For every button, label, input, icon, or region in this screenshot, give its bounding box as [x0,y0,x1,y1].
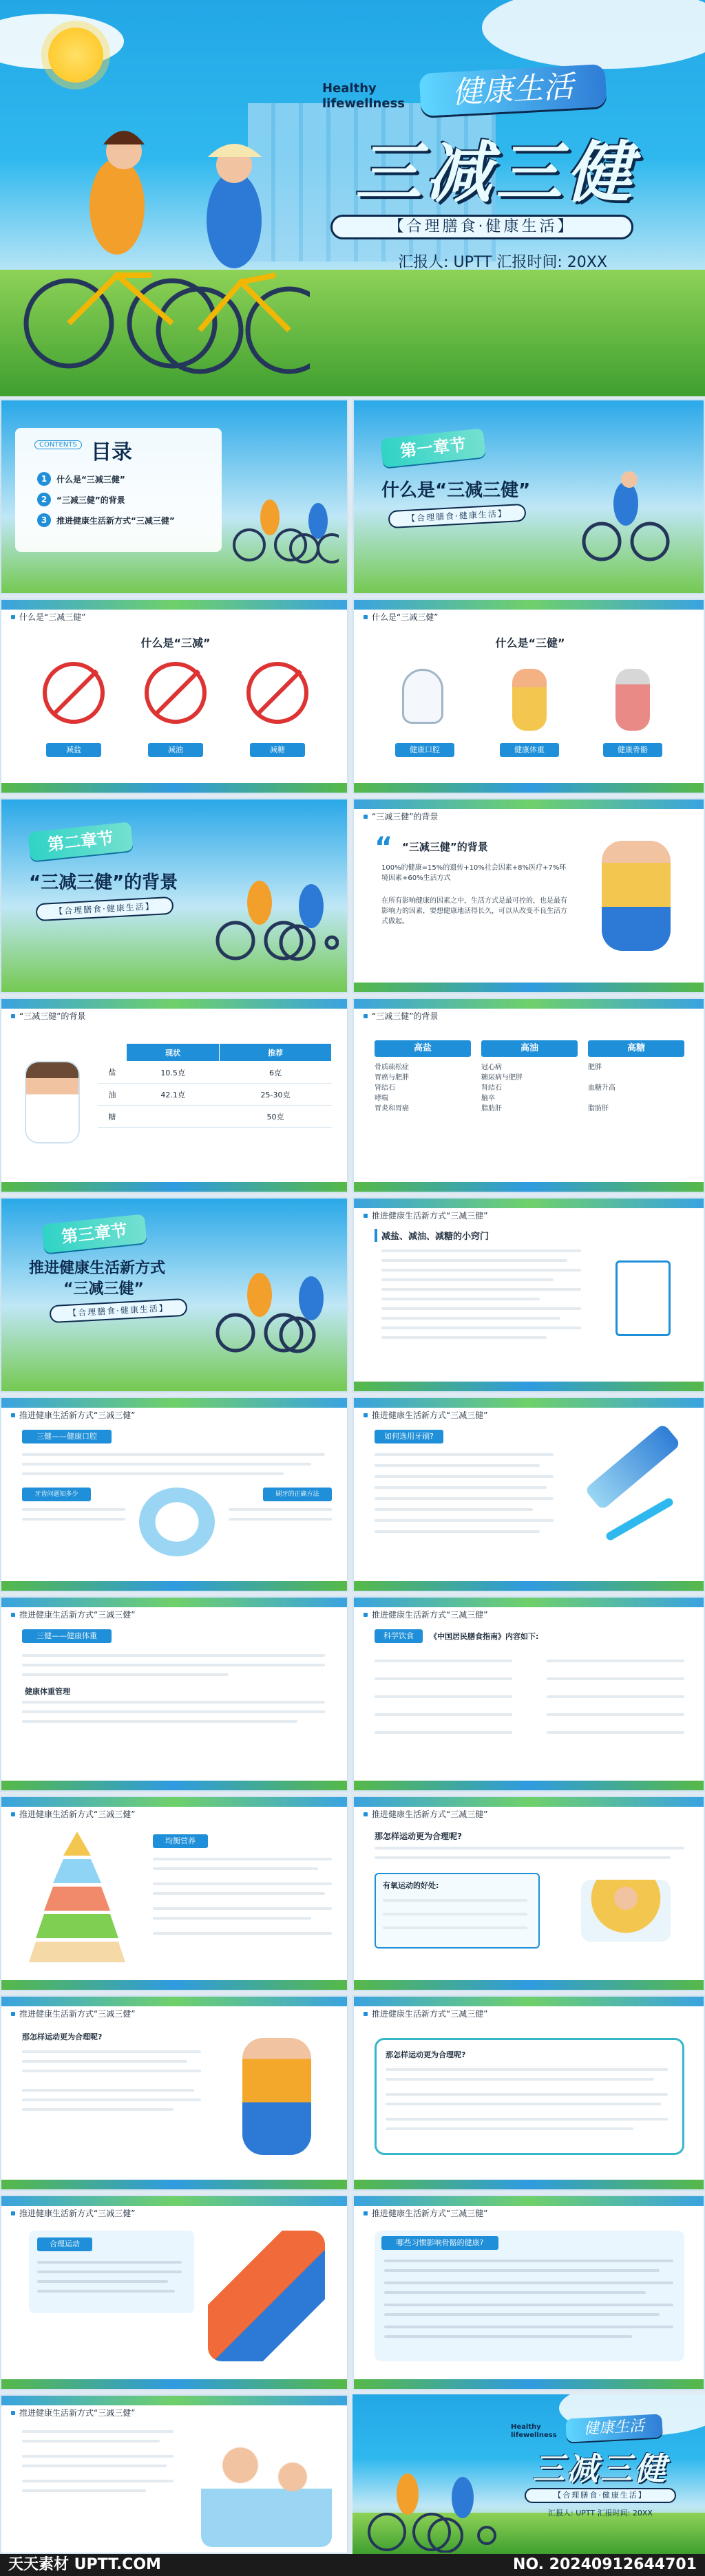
text-line [22,2060,187,2063]
milk-carton-icon [615,1260,671,1336]
risk-item: 脑卒 [481,1095,495,1102]
text-line [375,1519,554,1522]
habit-slide [352,2195,705,2390]
san-jian2-slide [352,599,705,794]
no-salt-icon [43,662,105,724]
slide-header: “三减三健”的背景 [11,1010,85,1022]
weight-slide [0,1596,348,1792]
text-line [381,1298,540,1300]
text-line [22,2465,167,2467]
risk-col-head: 高糖 [588,1040,684,1057]
tips-slide [352,1197,705,1393]
sport2-slide [352,1995,705,2191]
bg-paragraph-1: 100%的健康=15%的遗传+10%社会因素+8%医疗+7%环境因素+60%生活方式 [381,864,567,882]
text-line [22,2440,160,2443]
decor-bottom [1,1980,347,1990]
text-line [386,2118,668,2121]
text-line [383,1913,527,1915]
slide-title: 什么是“三健” [495,636,565,650]
text-line [153,1867,318,1870]
oral-tag: 三健——健康口腔 [22,1430,112,1443]
slide-header: “三减三健”的背景 [364,811,438,822]
text-line [375,1486,547,1489]
decor-bottom [354,983,704,992]
text-line [386,2078,654,2081]
text-line [381,1317,560,1320]
risk-item: 肥胖 [588,1064,602,1071]
slide-header: 推进健康生活新方式“三减三健” [11,1808,135,1820]
decor-bottom [354,1382,704,1391]
table-row [98,1084,332,1106]
table-cell: 盐 [98,1062,127,1084]
habit-tag: 哪些习惯影响骨骼的健康? [381,2236,498,2250]
brush-slide [352,1397,705,1592]
cyclists-icon [229,483,339,566]
text-line [153,1917,311,1920]
guide-slide [352,1596,705,1792]
text-line [153,1882,332,1885]
text-line [384,2313,660,2316]
table-row [98,1062,332,1084]
text-line [375,1453,554,1456]
risk-item: 冠心病 [481,1064,502,1071]
yoga-girl-icon [581,1880,671,1942]
sun-icon [48,28,103,83]
nurse-icon [25,1061,80,1144]
table-slide [0,998,348,1193]
table-row [98,1106,332,1128]
habit-box [375,2231,684,2361]
table-cell: 糖 [98,1106,127,1128]
chapter2-slide [0,798,348,994]
table-cell: 6克 [219,1062,331,1084]
risk-item: 肾结石 [375,1084,395,1092]
decor-top [354,600,704,610]
risk-item: 胃炎和胃癌 [375,1105,409,1113]
text-line [22,2480,173,2482]
decor-bottom [354,1980,704,1990]
decor-bottom [1,1581,347,1591]
girl-icon [512,669,547,731]
decor-top [1,1797,347,1807]
quote-icon: “ [375,832,393,863]
toc-item-no: 1 [37,472,51,486]
nutrition-tag: 均衡营养 [153,1834,208,1848]
guide-tag: 科学饮食 [375,1629,423,1643]
san-jian-slide [0,599,348,794]
text-line [384,2326,673,2328]
tooth-bath-icon [139,1488,215,1556]
table-header-cell [98,1044,127,1062]
slide-header: “三减三健”的背景 [364,1010,438,1022]
text-line [381,1307,581,1310]
risk-item: 肾结石 [481,1084,502,1092]
toothpaste-icon [585,1423,682,1510]
text-line [37,2261,182,2264]
decor-top [1,1398,347,1408]
cyclists-illustration [359,2449,497,2553]
chapter3-slide [0,1197,348,1393]
chapter1-sub: 【合理膳食·健康生活】 [388,504,526,528]
table-cell: 25-30克 [219,1084,331,1106]
text-line [375,1530,540,1533]
run-slide [0,2195,348,2390]
runner-icon [208,2231,325,2361]
text-line [22,2108,173,2111]
slide-header: 推进健康生活新方式“三减三健” [11,1609,135,1620]
toc-slide [0,399,348,594]
toc-label-en: CONTENTS [34,440,82,449]
pyramid-slide [0,1796,348,1991]
text-line [375,1677,512,1680]
decor-bottom [354,1182,704,1192]
text-line [386,2093,668,2096]
toc-item-text: 什么是“三减三健” [56,474,125,484]
text-line [37,2290,175,2293]
text-line [22,1472,284,1475]
text-line [384,2291,646,2294]
chapter1-pill: 第一章节 [380,428,486,467]
label-jiantang: 减糖 [250,743,305,757]
text-line [384,2335,632,2338]
cyclists-icon [574,462,698,566]
text-line [375,1847,684,1849]
toc-title: 目录 [91,440,132,464]
toothbrush-icon [604,1496,674,1541]
label-jianyan: 减盐 [46,743,101,757]
risk-col-head: 高盐 [375,1040,471,1057]
background-slide [352,798,705,994]
risk-slide [352,998,705,1193]
end-subtitle: 【合理膳食·健康生活】 [525,2488,676,2503]
text-line [381,1278,554,1281]
weight-tag: 三健——健康体重 [22,1629,112,1643]
no-sugar-icon [246,662,308,724]
label-tizhong: 健康体重 [500,743,559,757]
decor-bottom [354,1781,704,1790]
slide-title: “三减三健”的背景 [402,841,488,853]
label-guge: 健康骨骼 [603,743,662,757]
cyclists-icon [208,861,339,965]
toc-item-text: 推进健康生活新方式“三减三健” [56,515,175,526]
decor-top [1,2196,347,2206]
toc-item-no: 3 [37,513,51,527]
text-line [386,2068,668,2071]
oral-slide [0,1397,348,1592]
chapter1-title: 什么是“三减三健” [381,480,531,501]
text-line [381,1269,581,1271]
decor-bottom [354,783,704,793]
text-line [22,1673,229,1676]
decor-top [354,1797,704,1807]
text-line [547,1695,684,1698]
footer-left: 天天素材 UPTT.COM [8,2556,161,2573]
chapter3-title2: “三减三健” [63,1280,144,1298]
text-line [22,2430,173,2433]
cloud [482,0,705,69]
text-line [22,1508,125,1511]
healthy-en-line2: lifewellness [322,96,406,111]
decor-top [1,2396,347,2405]
cover-reporter: 汇报人: UPTT 汇报时间: 20XX [398,254,607,271]
risk-col-oil [481,1040,578,1114]
chapter3-pill: 第三章节 [41,1214,147,1253]
text-line [229,1508,332,1511]
oral-q1: 牙齿问题知多少 [22,1488,91,1501]
decor-bottom [1,2379,347,2389]
text-line [375,1464,540,1467]
jump-rope-man-icon [242,2038,311,2155]
text-line [37,2280,168,2283]
slide-header: 推进健康生活新方式“三减三健” [364,1808,487,1820]
text-line [547,1731,684,1734]
text-line [381,1249,581,1252]
text-line [22,1720,297,1723]
doctor-slide [0,2394,348,2554]
tooth-icon [402,669,443,724]
risk-item: 胃癌与肥胖 [375,1074,409,1082]
healthy-en-line2: lifewellness [511,2432,557,2439]
table-header-cell: 推荐 [219,1044,331,1062]
text-line [384,2260,673,2262]
risk-item: 哮喘 [375,1095,388,1102]
label-jianyou: 减油 [148,743,203,757]
table-header-cell: 现状 [127,1044,220,1062]
cover-subtitle: 【合理膳食·健康生活】 [330,215,633,239]
guide-title: 《中国居民膳食指南》内容如下: [430,1632,539,1641]
text-line [153,1907,332,1910]
chapter2-title: “三减三健”的背景 [29,872,178,893]
text-line [229,1518,332,1521]
text-line [375,1856,671,1859]
decor-top [354,799,704,809]
text-line [22,1518,125,1521]
decor-bottom [1,783,347,793]
text-line [384,2269,660,2272]
table-cell [127,1106,220,1128]
oral-q2: 刷牙的正确方法 [263,1488,332,1501]
decor-top [1,1997,347,2006]
text-line [386,2127,633,2130]
end-main-title: 三减三健 [533,2450,668,2487]
cyclists-icon [208,1254,339,1357]
slide-title: 什么是“三减” [140,636,211,650]
text-line [381,1336,547,1339]
text-line [381,1327,581,1329]
text-line [22,1453,325,1456]
slide-header: 什么是“三减三健” [11,611,85,623]
footer-right: NO. 20240912644701 [513,2556,697,2573]
slide-header: 推进健康生活新方式“三减三健” [364,2008,487,2019]
healthy-en-text [511,2423,557,2440]
cover-main-title: 三减三健 [355,134,636,211]
table-cell: 10.5克 [127,1062,220,1084]
text-line [375,1695,512,1698]
sport2-question: 那怎样运动更为合理呢? [386,2050,466,2059]
decor-top [354,1997,704,2006]
aerobic-slide [352,1796,705,1991]
slide-title: 减盐、减油、减糖的小窍门 [375,1229,489,1242]
decor-top [354,1598,704,1607]
text-line [22,2455,173,2458]
chapter2-pill: 第二章节 [28,822,134,861]
food-pyramid-icon [29,1832,125,1962]
decor-top [354,1398,704,1408]
text-line [381,1259,567,1262]
slide-header: 推进健康生活新方式“三减三健” [11,2407,135,2418]
chapter1-slide [352,399,705,594]
table-cell: 油 [98,1084,127,1106]
risk-item: 血糖升高 [588,1084,615,1092]
slide-header: 推进健康生活新方式“三减三健” [11,2207,135,2219]
decor-bottom [354,2379,704,2389]
decor-bottom [1,1781,347,1790]
text-line [375,1731,512,1734]
text-line [547,1660,684,1662]
watermark-footer [0,2554,705,2576]
decor-top [354,2196,704,2206]
text-line [375,1713,512,1716]
text-line [22,1710,325,1713]
text-line [22,2070,201,2072]
slide-header: 推进健康生活新方式“三减三健” [364,2207,487,2219]
healthy-en-line1: Healthy [322,81,377,96]
text-line [381,1288,581,1291]
risk-col-head: 高油 [481,1040,578,1057]
text-line [22,1701,325,1704]
end-reporter: 汇报人: UPTT 汇报时间: 20XX [548,2509,653,2518]
toc-item-no: 2 [37,493,51,506]
brush-question: 如何选用牙刷? [375,1430,443,1443]
slide-header: 什么是“三减三健” [364,611,438,623]
decor-top [354,999,704,1009]
text-line [547,1677,684,1680]
decor-bottom [354,1581,704,1591]
risk-col-sugar [588,1040,684,1114]
toc-item-3[interactable] [37,513,175,527]
dumbbell-man-icon [602,841,671,951]
toc-item-1[interactable] [37,472,125,486]
elder-icon [615,669,650,731]
text-line [22,1463,311,1466]
chapter2-sub: 【合理膳食·健康生活】 [35,897,173,921]
text-line [153,1932,332,1935]
text-line [375,1508,533,1511]
chapter3-title: 推进健康生活新方式 [29,1260,166,1277]
risk-item: 骨质疏松症 [375,1064,409,1071]
run-tag: 合理运动 [37,2237,92,2251]
slide-header: 推进健康生活新方式“三减三健” [364,1409,487,1421]
text-line [22,2050,201,2053]
decor-bottom [1,1182,347,1192]
table-header-row [98,1044,332,1062]
text-line [383,1899,527,1902]
text-line [37,2271,182,2273]
decor-top [1,999,347,1009]
risk-col-salt [375,1040,471,1114]
decor-bottom [1,2180,347,2189]
cyclists-illustration [14,103,310,378]
end-pill-title: 健康生活 [565,2414,663,2442]
bg-paragraph-2: 在所有影响健康的因素之中，生活方式是最可控的，也是最有影响力的因素，要想健康地活得长久，可以从改变不良生活方式做起。 [381,897,567,925]
decor-top [354,1199,704,1208]
text-line [547,1713,684,1716]
risk-item: 糖尿病与肥胖 [481,1074,523,1082]
sport-slide [0,1995,348,2191]
text-line [22,1654,325,1657]
text-line [375,1475,554,1478]
text-line [22,2489,146,2492]
slide-header: 推进健康生活新方式“三减三健” [364,1210,487,1221]
cover-pill-title: 健康生活 [419,64,607,116]
text-line [384,2282,673,2284]
decor-bottom [354,2180,704,2189]
risk-item: 脂肪肝 [588,1105,609,1113]
doctor-child-icon [201,2430,332,2547]
text-line [375,1660,512,1662]
text-line [375,1497,554,1500]
aerobic-tag: 有氧运动的好处: [383,1881,439,1890]
slide-header: 推进健康生活新方式“三减三健” [11,1409,135,1421]
text-line [153,1892,325,1895]
text-line [22,2089,194,2092]
text-line [22,2099,201,2101]
risk-item [588,1073,684,1083]
weight-subtitle: 健康体重管理 [25,1687,70,1696]
sport-question: 那怎样运动更为合理呢? [22,2032,103,2041]
label-kouqiang: 健康口腔 [395,743,454,757]
chapter3-sub: 【合理膳食·健康生活】 [49,1298,187,1323]
text-line [22,1664,325,1666]
text-line [153,1858,332,1860]
toc-item-text: “三减三健”的背景 [56,495,125,505]
aerobic-question: 那怎样运动更为合理呢? [375,1832,462,1841]
table-cell: 50克 [219,1106,331,1128]
text-line [384,2304,673,2306]
text-line [386,2103,661,2105]
text-line [383,1926,527,1929]
no-oil-icon [145,662,207,724]
table-cell: 42.1克 [127,1084,220,1106]
slide-header: 推进健康生活新方式“三减三健” [364,1609,487,1620]
healthy-en-text [322,81,405,111]
cover-slide [0,0,705,396]
end-slide [352,2394,705,2554]
risk-item: 脂肪肝 [481,1105,502,1113]
toc-item-2[interactable] [37,493,125,506]
status-table [98,1043,332,1128]
decor-top [1,1598,347,1607]
decor-top [1,600,347,610]
risk-item [588,1093,684,1104]
healthy-en-line1: Healthy [511,2423,541,2431]
slide-header: 推进健康生活新方式“三减三健” [11,2008,135,2019]
